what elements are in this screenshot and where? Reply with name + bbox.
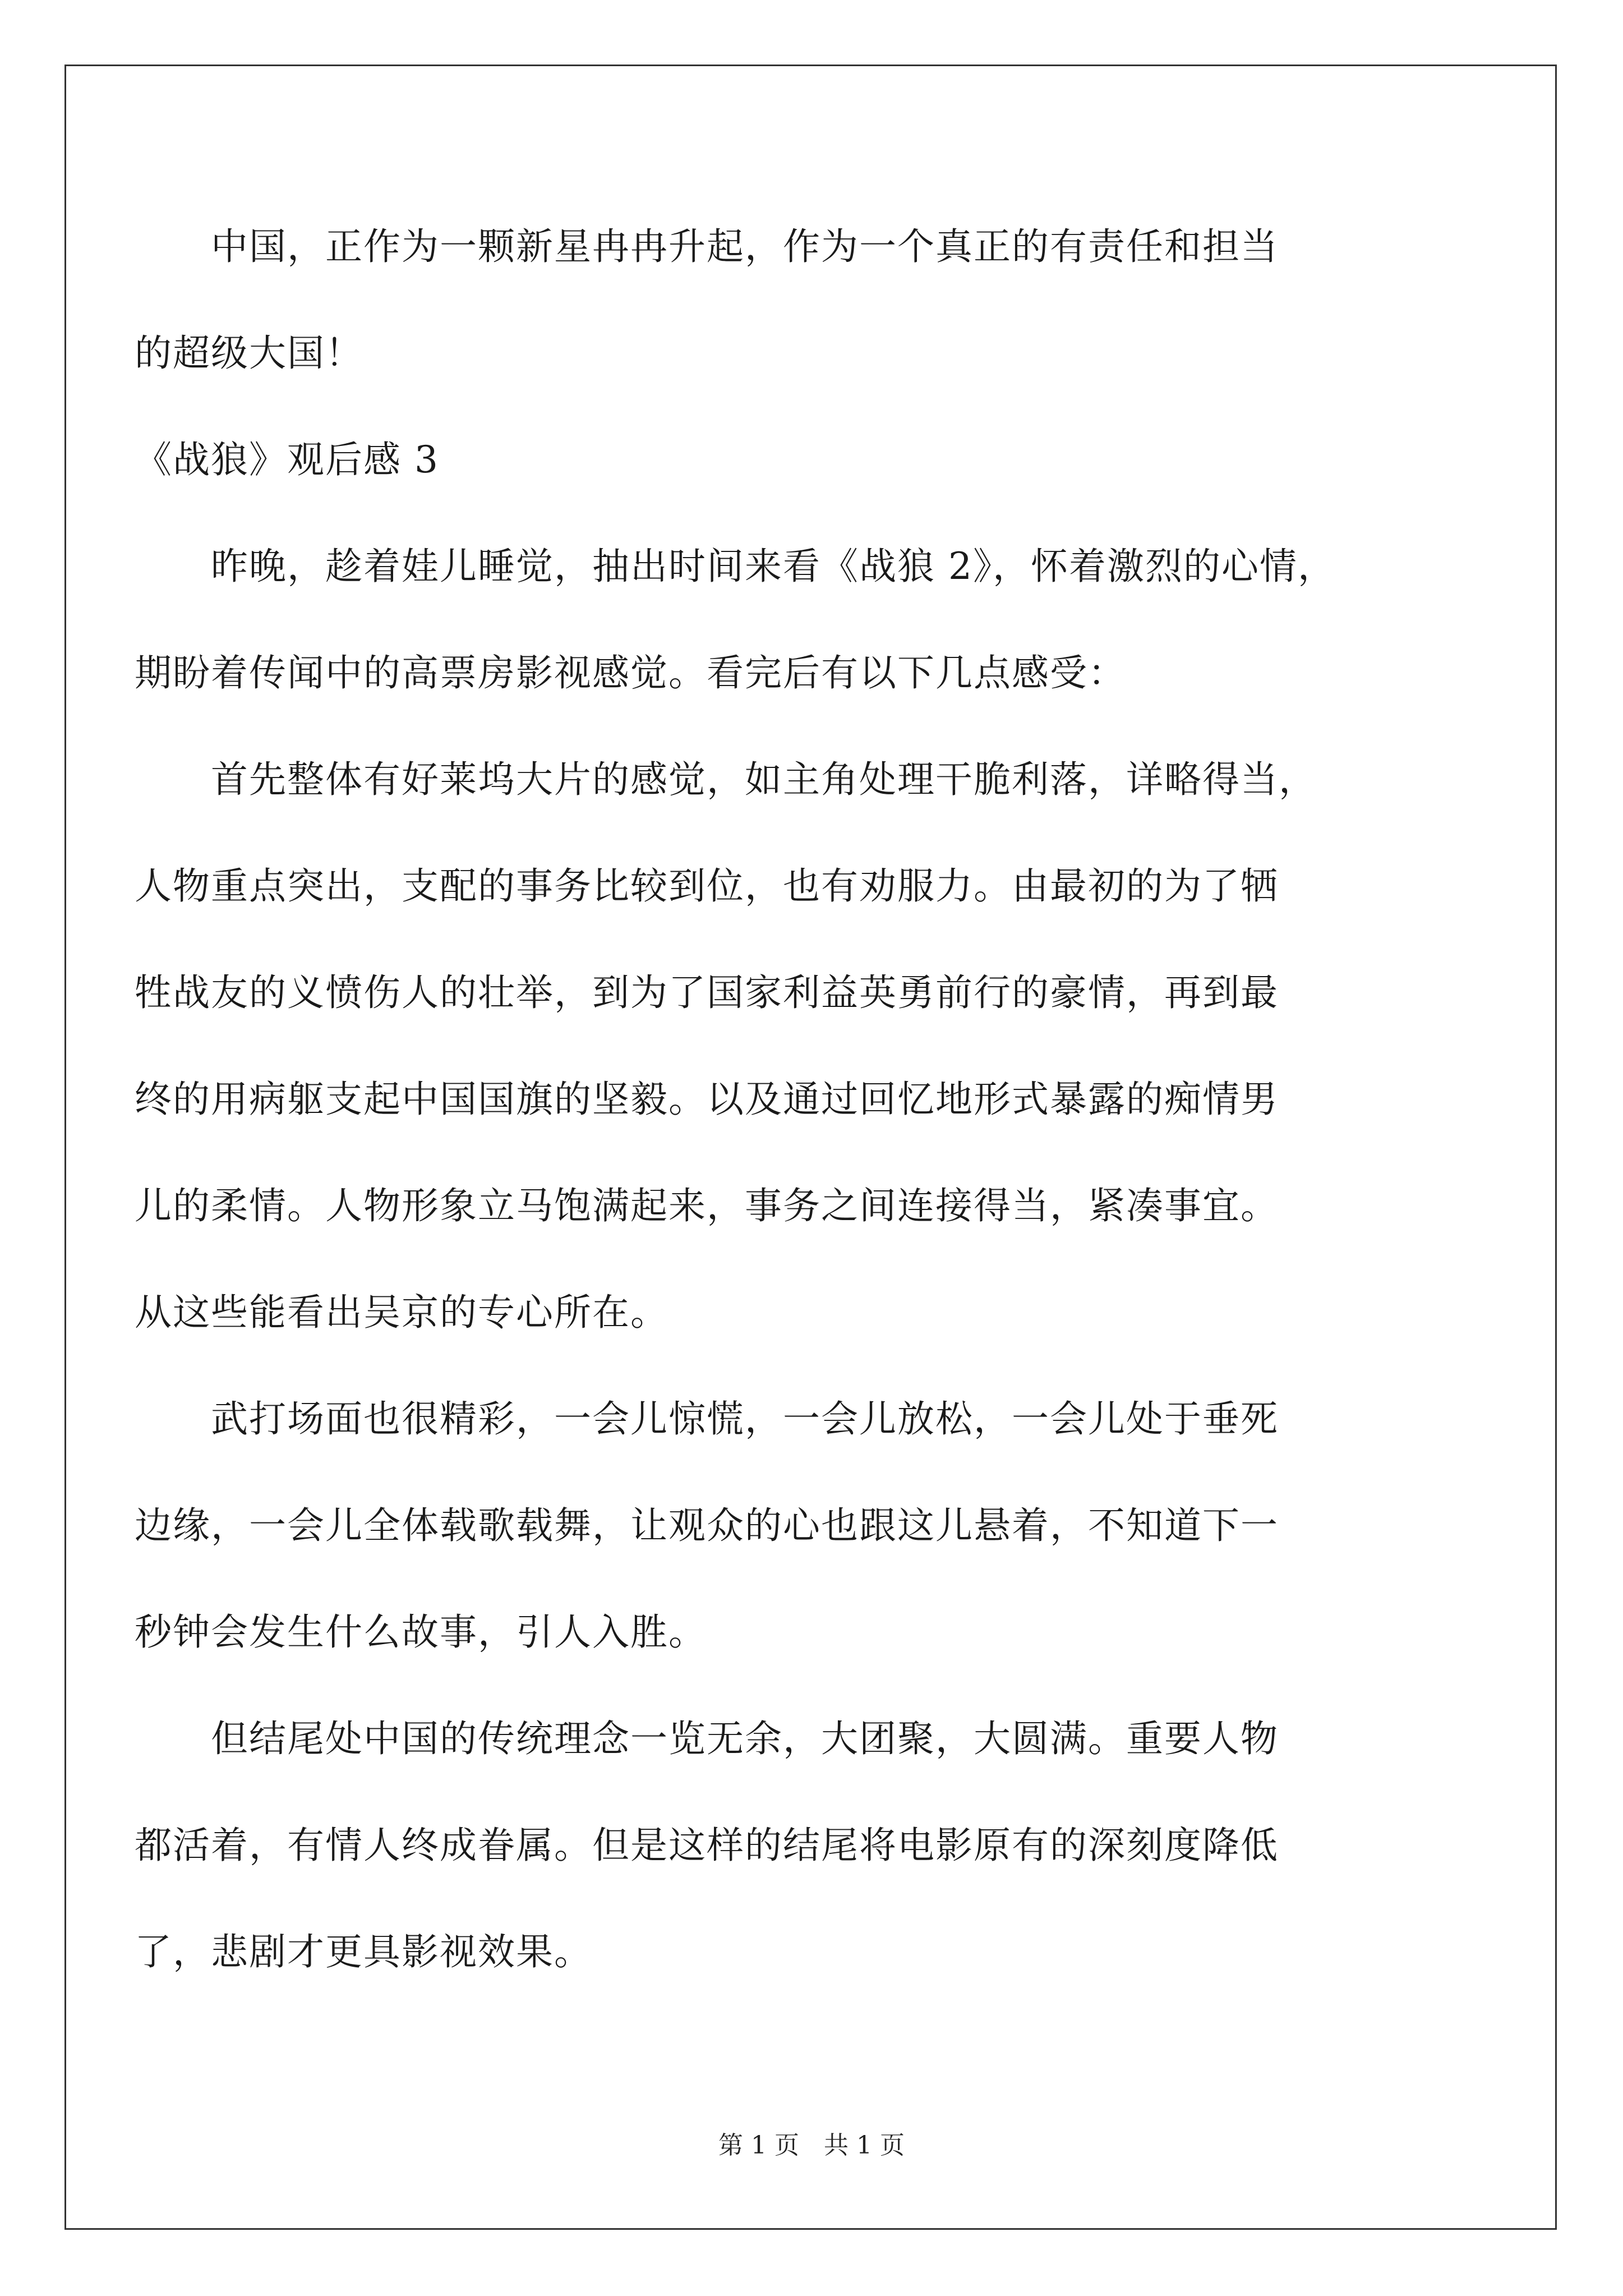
paragraph-line: 从这些能看出吴京的专心所在。 <box>135 1291 668 1334</box>
page-border <box>64 65 1557 2230</box>
paragraph-line: 秒钟会发生什么故事，引人入胜。 <box>135 1611 707 1654</box>
page-number-footer: 第 1 页 共 1 页 <box>718 2131 905 2160</box>
paragraph-line: 终的用病躯支起中国国旗的坚毅。以及通过回忆地形式暴露的痴情男 <box>135 1078 1279 1121</box>
section-heading: 《战狼》观后感 3 <box>135 438 439 481</box>
paragraph-line: 昨晚，趁着娃儿睡觉，抽出时间来看《战狼 2》，怀着激烈的心情， <box>135 545 1336 588</box>
paragraph-line: 中国，正作为一颗新星冉冉升起，作为一个真正的有责任和担当 <box>135 225 1279 268</box>
paragraph-line: 儿的柔情。人物形象立马饱满起来，事务之间连接得当，紧凑事宜。 <box>135 1184 1279 1227</box>
paragraph-line: 但结尾处中国的传统理念一览无余，大团聚，大圆满。重要人物 <box>135 1717 1279 1760</box>
paragraph-line: 牲战友的义愤伤人的壮举，到为了国家利益英勇前行的豪情，再到最 <box>135 971 1279 1014</box>
paragraph-line: 的超级大国！ <box>135 332 363 375</box>
paragraph-line: 期盼着传闻中的高票房影视感觉。看完后有以下几点感受： <box>135 651 1126 694</box>
paragraph-line: 都活着，有情人终成眷属。但是这样的结尾将电影原有的深刻度降低 <box>135 1824 1279 1867</box>
paragraph-line: 人物重点突出，支配的事务比较到位，也有劝服力。由最初的为了牺 <box>135 864 1279 908</box>
paragraph-line: 首先整体有好莱坞大片的感觉，如主角处理干脆利落，详略得当， <box>135 758 1317 801</box>
paragraph-line: 了，悲剧才更具影视效果。 <box>135 1930 592 1973</box>
paragraph-line: 武打场面也很精彩，一会儿惊慌，一会儿放松，一会儿处于垂死 <box>135 1397 1279 1441</box>
paragraph-line: 边缘，一会儿全体载歌载舞，让观众的心也跟这儿悬着，不知道下一 <box>135 1504 1279 1547</box>
